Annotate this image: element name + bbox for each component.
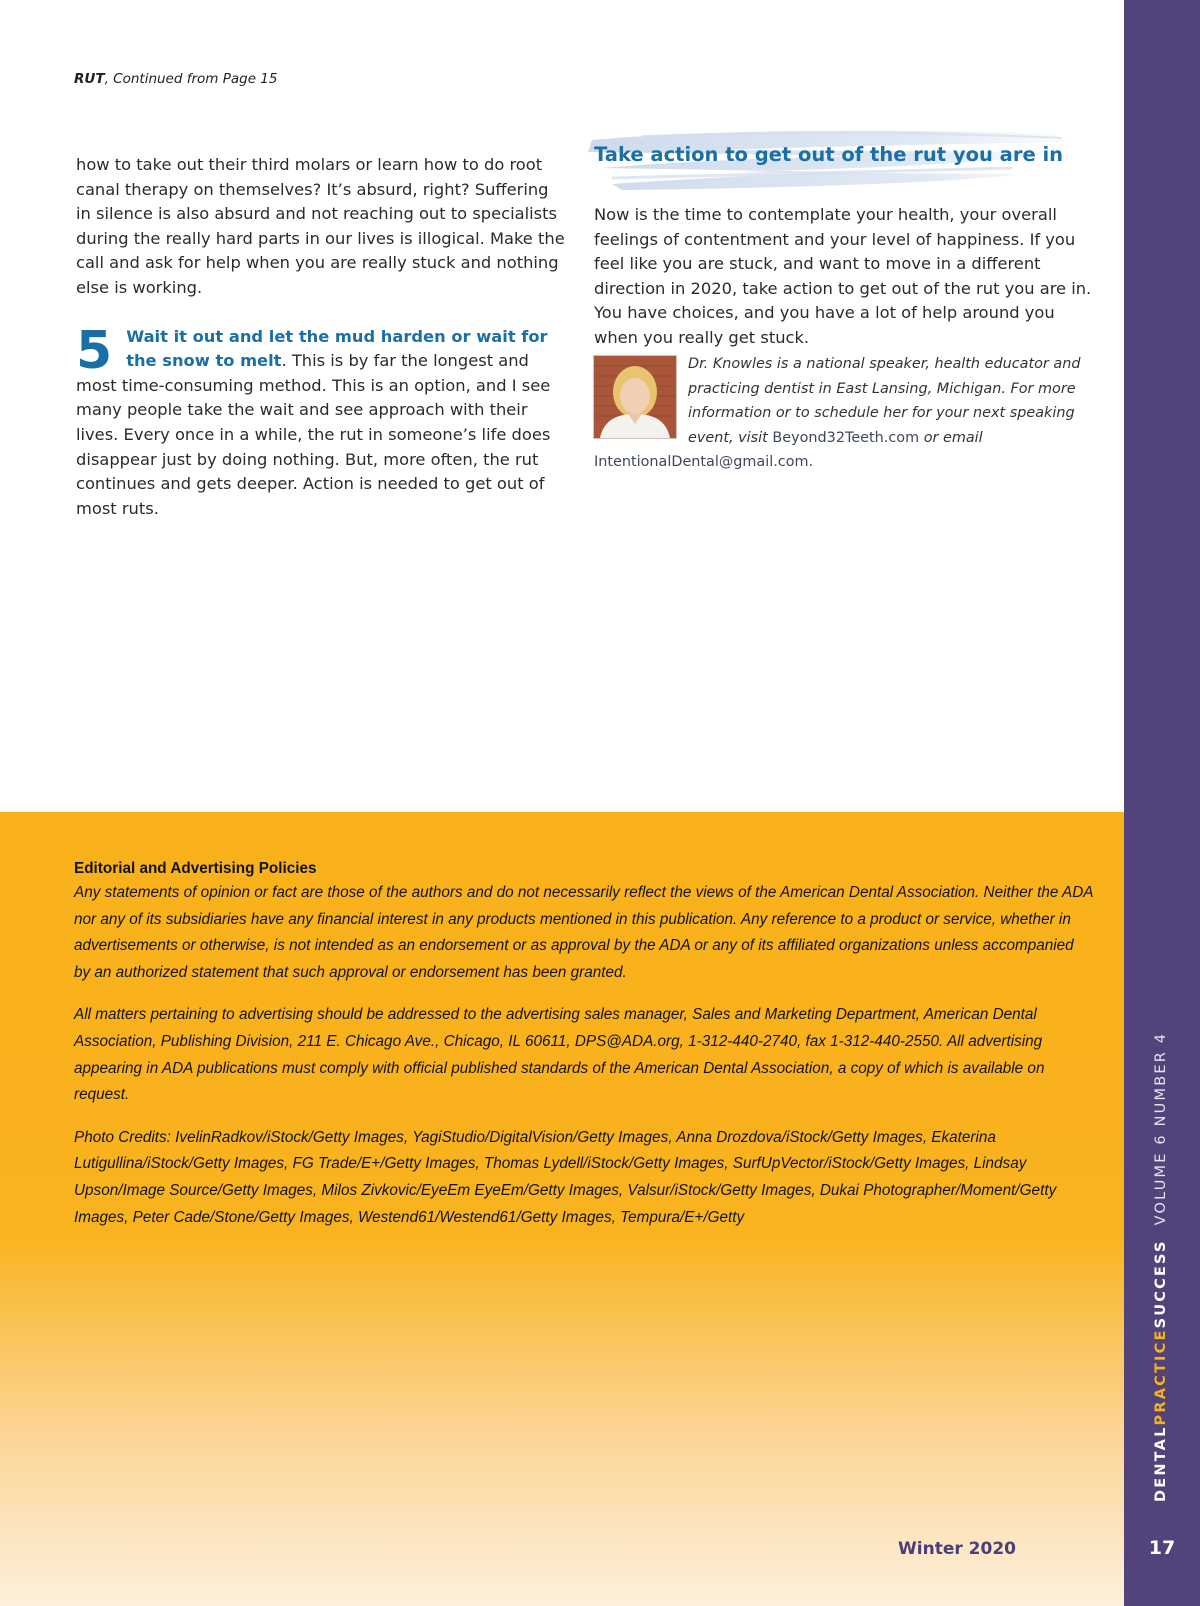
step-heading: Wait it out and let the mud harden or wait for the snow to melt bbox=[126, 326, 548, 371]
step-body: . This is by far the longest and most time-consuming method. This is an option, and I see many people take the wait and see approach with their lives. Every once in a while, the rut in someone’s life does disappear just by doing nothing. But, more often, the rut continues and gets deeper. Action is needed to get out of most ruts. bbox=[76, 351, 551, 518]
bio-description: Dr. Knowles is a national speaker, health educator and practicing dentist in East Lansing, Michigan. For more information or to schedule her for your next speaking event, visit bbox=[688, 356, 1081, 446]
continued-page-ref: , Continued from Page 15 bbox=[104, 71, 278, 87]
right-paragraph: Now is the time to contemplate your health, your overall feelings of contentment and your level of happiness. If you feel like you are stuck, and want to move in a different direction in 2020, take action to get out of the rut you are in. You have choices, and you have a lot of help around you when you really get stuck. bbox=[594, 205, 1092, 347]
step-5-paragraph bbox=[76, 320, 566, 522]
step-number: 5 bbox=[76, 320, 113, 381]
left-paragraph-1: how to take out their third molars or learn how to do root canal therapy on themselves? It’s absurd, right? Suffering in silence is also absurd and not reaching out to specialists during the really hard parts in our lives is illogical. Make the call and ask for help when you are really stuck and nothing else is working. bbox=[76, 155, 565, 297]
policies-heading: Editorial and Advertising Policies bbox=[74, 860, 317, 877]
brand-success: SUCCESS bbox=[1153, 1239, 1169, 1329]
photo-credits: Photo Credits: IvelinRadkov/iStock/Getty Images, YagiStudio/DigitalVision/Getty Images, Anna Drozdova/iStock/Getty Images, Ekaterina Lutigullina/iStock/Getty Images, FG Trade/E+/Getty Images, Thomas Lydell/iStock/Getty Images, SurfUpVector/iStock/Getty Images, Lindsay Upson/Image Source/Getty Images, Milos Zivkovic/EyeEm EyeEm/Getty Images, Valsur/iStock/Getty Images, Dukai Photographer/Moment/Getty Images, Peter Cade/Stone/Getty Images, Westend61/Westend61/Getty Images, Tempura/E+/Getty bbox=[74, 1128, 1057, 1226]
author-bio bbox=[594, 352, 1094, 475]
bio-end-punct: . bbox=[808, 454, 814, 471]
bio-connector: or email bbox=[919, 429, 983, 446]
policies-paragraph-1: Any statements of opinion or fact are those of the authors and do not necessarily reflect the views of the American Dental Association. Neither the ADA nor any of its subsidiaries have any financial interest in any products mentioned in this publication. Any reference to a product or service, whether in advertisements or otherwise, is not intended as an endorsement or as approval by the ADA or any of its affiliated organizations unless accompanied by an authorized statement that such approval or endorsement has been granted. bbox=[74, 884, 1093, 981]
brand-dental: DENTAL bbox=[1153, 1425, 1169, 1502]
magazine-masthead bbox=[1153, 1032, 1169, 1502]
email-link[interactable]: IntentionalDental@gmail.com bbox=[594, 454, 809, 471]
left-column bbox=[76, 153, 566, 521]
right-body bbox=[594, 203, 1094, 351]
author-portrait-icon bbox=[594, 356, 676, 438]
policies-paragraph-2: All matters pertaining to advertising should be addressed to the advertising sales manager, Sales and Marketing Department, American Dental Association, Publishing Division, 211 E. Chicago Ave., Chicago, IL 60611, DPS@ADA.org, 1-312-440-2740, fax 1-312-440-2550. All advertising appearing in ADA publications must comply with official published standards of the American Dental Association, a copy of which is available on request. bbox=[74, 1006, 1045, 1104]
page-number: 17 bbox=[1148, 1537, 1176, 1559]
website-link[interactable]: Beyond32Teeth.com bbox=[772, 429, 920, 446]
continued-article-name: RUT bbox=[74, 71, 105, 87]
continued-from-note bbox=[74, 71, 278, 87]
author-photo bbox=[594, 356, 676, 438]
brand-practice: PRACTICE bbox=[1153, 1328, 1169, 1426]
section-title: Take action to get out of the rut you are in bbox=[594, 143, 1064, 166]
issue-season: Winter 2020 bbox=[898, 1539, 1016, 1559]
editorial-policies bbox=[74, 858, 1094, 1231]
volume-number: VOLUME 6 NUMBER 4 bbox=[1153, 1031, 1169, 1226]
